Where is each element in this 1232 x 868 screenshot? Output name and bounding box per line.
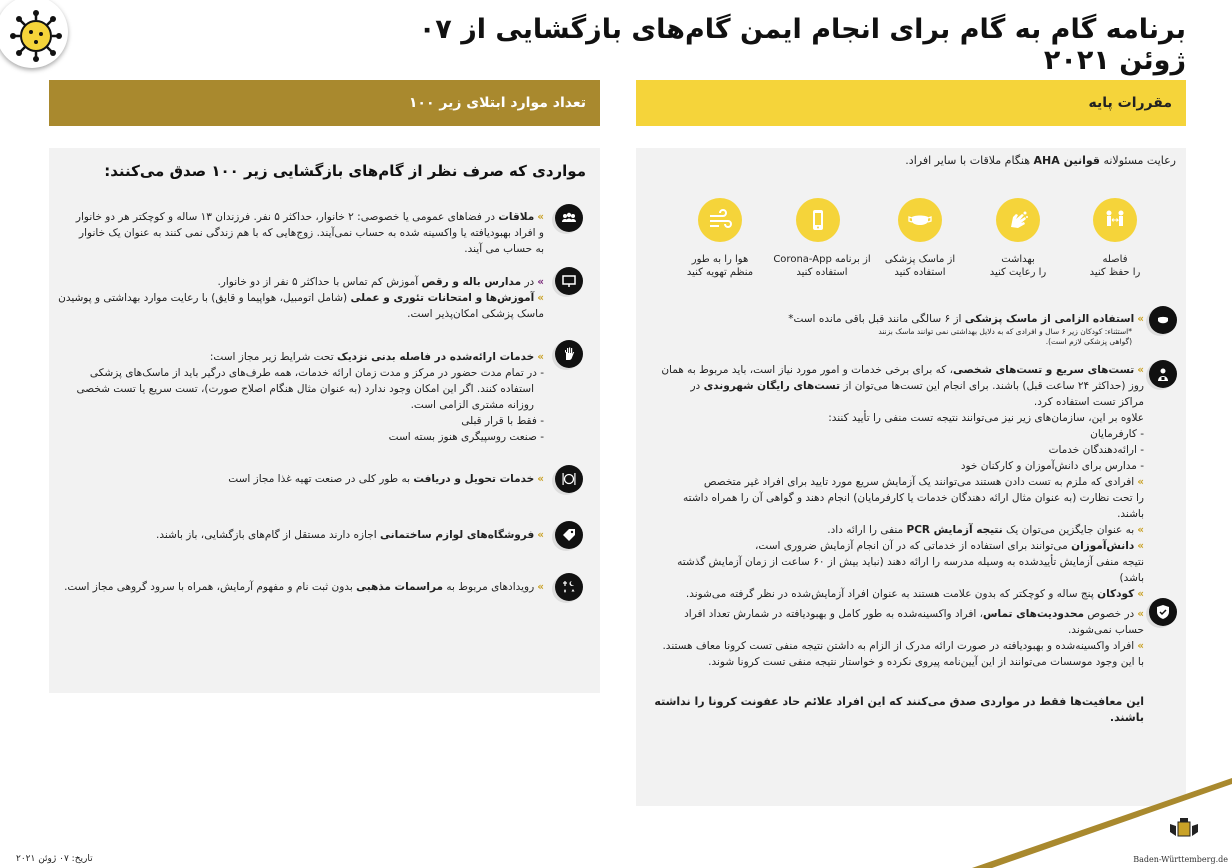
page-title: برنامه گام به گام برای انجام ایمن گام‌های بازگشایی از ۰۷ ژوئن ۲۰۲۱ [418,14,1186,76]
mask-rule-icon [1149,306,1177,334]
test-person-icon [1149,360,1177,388]
hand-icon [555,340,583,368]
aha-intro: رعایت مسئولانه قوانین AHA هنگام ملاقات با سایر افراد. [905,154,1176,167]
rule-caption: از ماسک پزشکی استفاده کنید [884,254,956,278]
list-item: »رویدادهای مربوط به مراسمات مذهبی بدون ثبت نام و مفهوم آرمایش، همراه با سرود گروهی مجاز است. [64,581,544,593]
rule-caption: فاصله را حفظ کنید [1089,254,1141,278]
hand-wash-icon [996,198,1040,242]
people-distance-icon [1093,198,1137,242]
left-heading: مواردی که صرف نظر از گام‌های بازگشایی زیر ۱۰۰ صدق می‌کنند: [104,162,586,180]
coronavirus-logo [0,0,68,68]
wind-icon [698,198,742,242]
rule-caption: از برنامه Corona-App استفاده کنید [773,254,871,278]
list-item: »خدمات ارائه‌شده در فاصله بدنی نزدیک تحت شرایط زیر مجاز است: - در تمام مدت حضور در مرکز و مدت زمان ارائه خدمات، همه طرف‌های درگیر باید از ماسک‌های پزشکی استفاده کنند. اگر این امکان وجود ندارد (به عنوان مثال هنگام اصلاح صورت)، تست سریع یا تست شخصی روزانه مشتری الزامی است. - فقط با قرار قبلی - صنعت روسپیگری هنوز بسته است [76,351,544,443]
brand-label: Baden-Württemberg.de [1133,855,1228,864]
mask-icon [898,198,942,242]
right-section-header: مقررات پایه [636,80,1186,126]
shield-check-icon [1149,598,1177,626]
contact-rules: »در خصوص محدودیت‌های تماس، افراد واکسینه‌شده به طور کامل و بهبودیافته در شمارش تعداد افراد حساب نمی‌شوند. »افراد واکسینه‌شده و بهبودیافته در صورت ارائه مدرک از الزام به داشتن نتیجه منفی تست کرونا معاف هستند. با این وجود موسسات می‌توانند از این آیین‌نامه پیروی نکرده و خواستار نتیجه منفی تست کرونا شوند. [662,608,1144,668]
list-item: »در مدارس باله و رقص آموزش کم تماس با حداکثر ۵ نفر از دو خانوار. »آموزش‌ها و امتحانات تئوری و عملی (شامل اتومبیل، هواپیما و قایق) با رعایت موارد بهداشتی و پوشیدن ماسک پزشکی امکان‌پذیر است. [58,276,544,320]
rule-caption: هوا را به طور منظم تهویه کنید [686,254,754,278]
coat-of-arms-icon [1166,816,1202,846]
mask-rule: »استفاده الزامی از ماسک پزشکی از ۶ سالگی مانند قبل باقی مانده است* *استثناء: کودکان زیر ۶ سال و افرادی که به دلایل بهداشتی نمی توانند ماسک بزنند (گواهی پزشکی لازم است). [788,313,1144,346]
cutlery-icon [555,465,583,493]
list-item: »ملاقات در فضاهای عمومی یا خصوصی: ۲ خانوار، حداکثر ۵ نفر. فرزندان ۱۳ ساله و کوچکتر هر دو خانوار و افراد بهبودیافته یا واکسینه شده به حساب نمی‌آیند. زوج‌هایی که با هم زندگی نمی کنند به عنوان یک خانوار به حساب می آیند. [75,211,544,255]
virus-icon [0,0,68,68]
list-item: »خدمات تحویل و دریافت به طور کلی در صنعت تهیه غذا مجاز است [228,473,544,485]
left-section-header: تعداد موارد ابتلای زیر ۱۰۰ [49,80,600,126]
religious-symbols-icon [555,573,583,601]
footer-date: تاریخ: ۰۷ ژوئن ۲۰۲۱ [16,854,93,864]
group-icon [555,204,583,232]
phone-app-icon [796,198,840,242]
list-item: »فروشگاه‌های لوازم ساختمانی اجازه دارند مستقل از گام‌های بازگشایی، باز باشند. [156,529,544,541]
final-note: این معافیت‌ها فقط در مواردی صدق می‌کنند که این افراد علائم حاد عفونت کرونا را نداشته باشند. [654,695,1144,724]
training-board-icon [555,267,583,295]
test-rules: »تست‌های سریع و تست‌های شخصی، که برای برخی خدمات و امور مورد نیاز است، باید مربوط به همان روز (حداکثر ۲۴ ساعت قبل) باشند. برای انجام این تست‌ها می‌توان از تست‌های رایگان شهروندی در مراکز تست استفاده کرد. علاوه بر این، سازمان‌های زیر نیز می‌توانند نتیجه تست منفی را تأیید کنند: - کارفرمایان - ارائه‌دهندگان خدمات - مدارس برای دانش‌آموزان و کارکنان خود »افرادی که ملزم به تست دادن هستند می‌توانند یک آزمایش سریع مورد تایید برای افراد غیر متخصص را تحت نظارت (به عنوان مثال ارائه دهندگان خدمات یا کارفرمایان) انجام دهند و گواهی آن را همراه داشته باشند. »به عنوان جایگزین می‌توان یک نتیجه آزمایش PCR منفی را ارائه داد. »دانش‌آموزان می‌توانند برای استفاده از خدماتی که در آن انجام آزمایش ضروری است، نتیجه منفی آزمایش تأییدشده به وسیله مدرسه را ارائه دهند (نباید بیش از ۶۰ ساعت از زمان آزمایش گذشته باشد) »کودکان پنج ساله و کوچکتر که بدون علامت هستند به عنوان افراد آزمایش‌شده در نظر گرفته می‌شوند. [661,364,1144,600]
rule-caption: بهداشت را رعایت کنید [989,254,1047,278]
price-tag-icon [555,521,583,549]
